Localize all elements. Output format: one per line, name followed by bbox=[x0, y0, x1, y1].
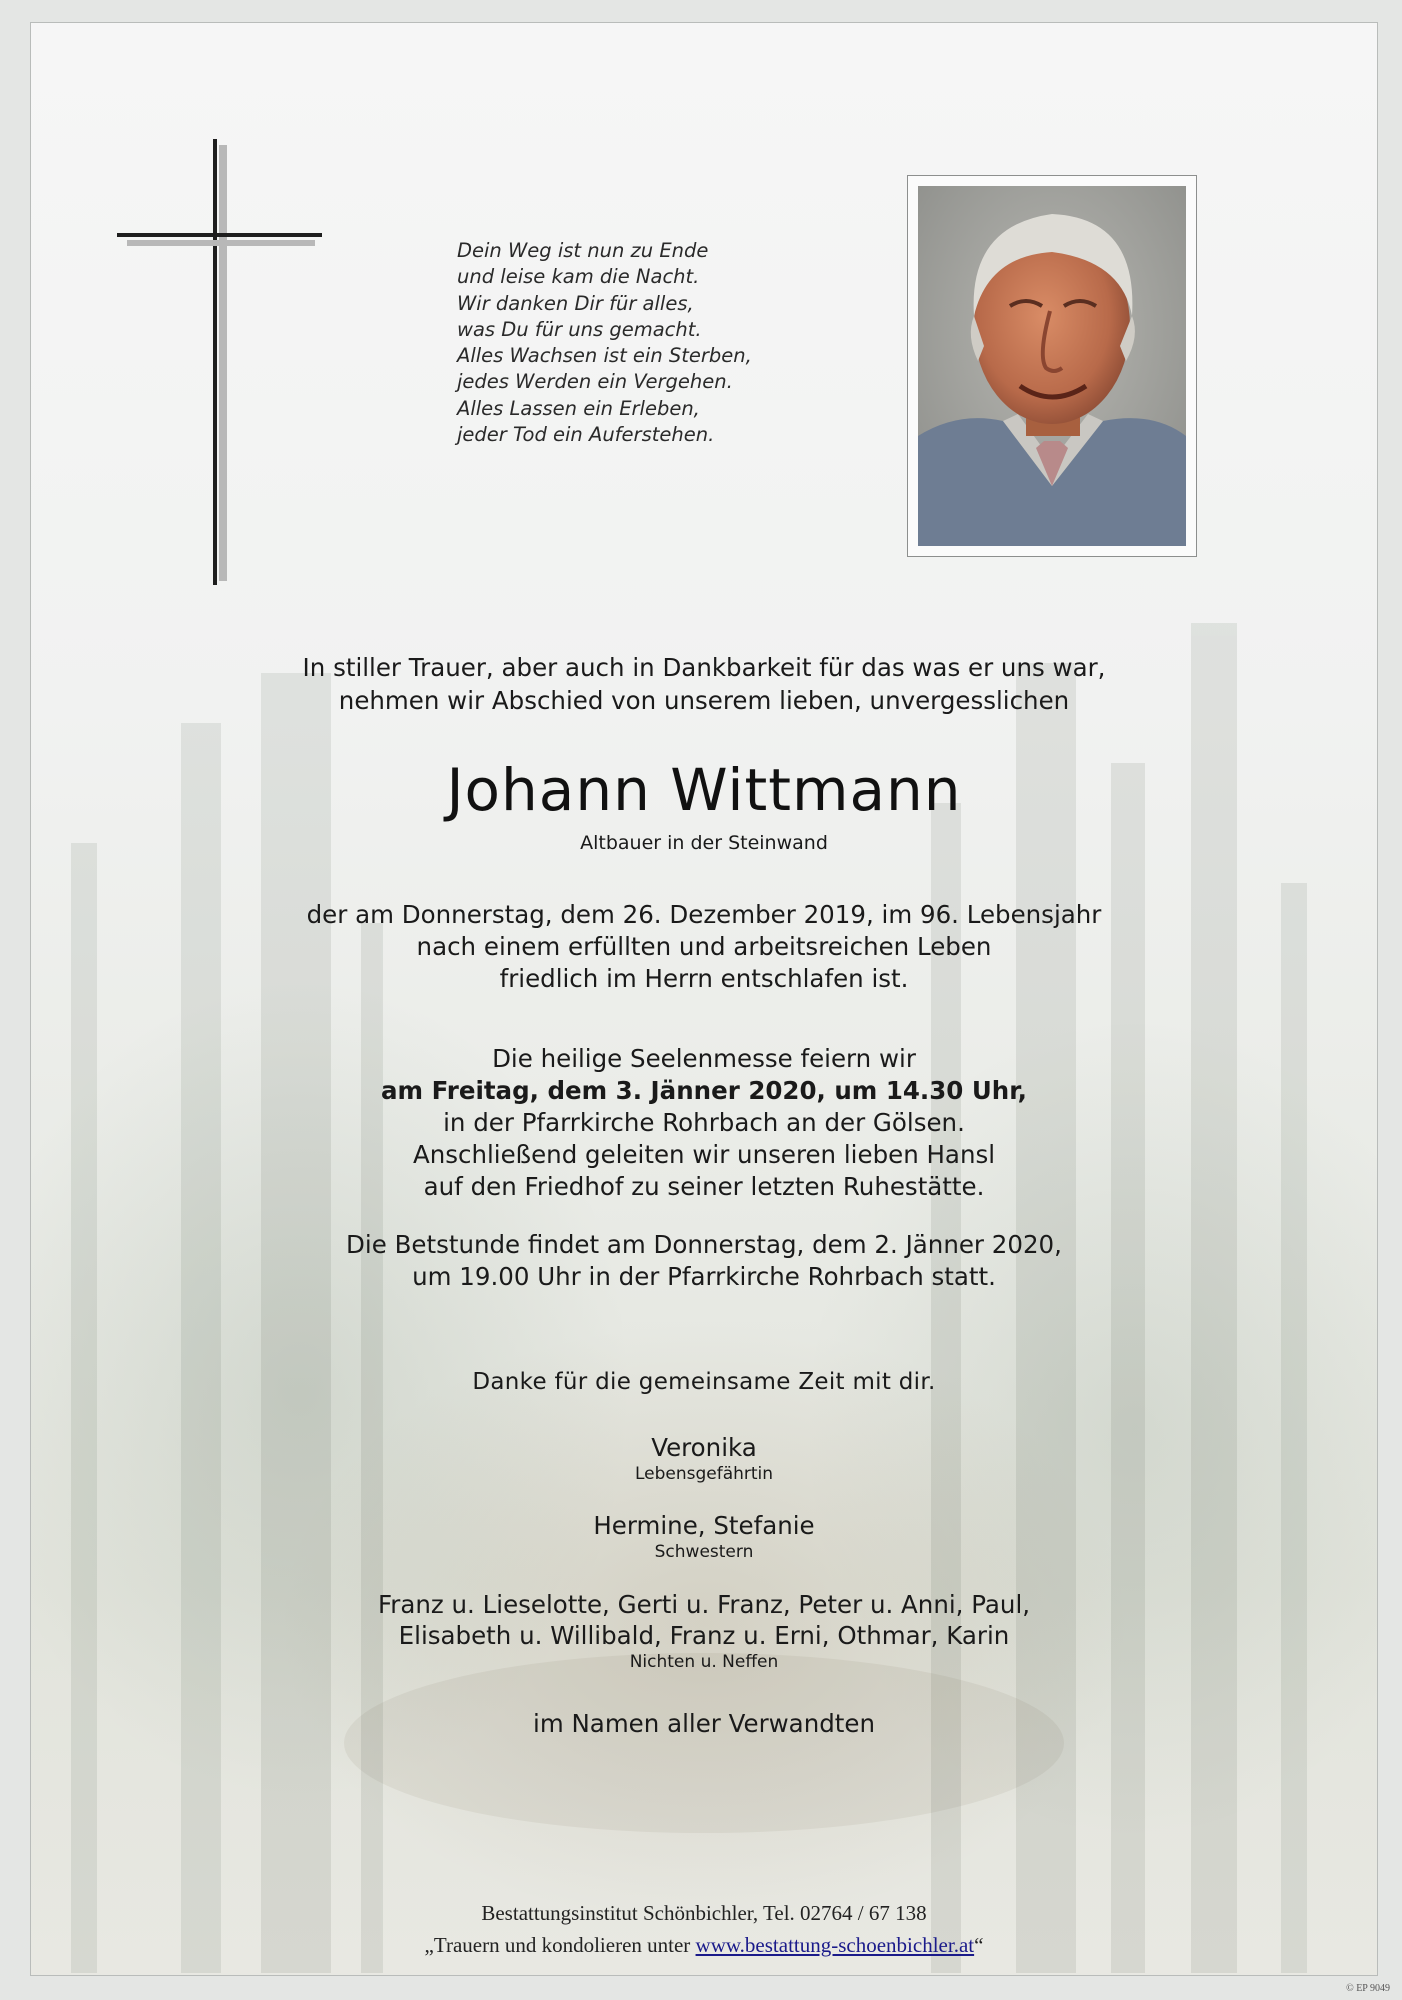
print-code: © EP 9049 bbox=[1346, 1983, 1390, 1994]
mourner-group bbox=[31, 1589, 1377, 1673]
mourner-names: Hermine, Stefanie bbox=[593, 1511, 815, 1540]
poem bbox=[457, 238, 857, 448]
closing-line: im Namen aller Verwandten bbox=[533, 1709, 875, 1738]
poem-line: Alles Lassen ein Erleben, bbox=[457, 396, 700, 420]
mass-date: am Freitag, dem 3. Jänner 2020, um 14.30 Uhr, bbox=[380, 1076, 1027, 1105]
mourner-relation: Nichten u. Neffen bbox=[629, 1652, 779, 1672]
cross-icon bbox=[117, 139, 327, 585]
funeral-home-info: Bestattungsinstitut Schönbichler, Tel. 02764 / 67 138 bbox=[481, 1901, 927, 1925]
portrait-illustration bbox=[918, 186, 1186, 546]
mourner-group bbox=[31, 1511, 1377, 1563]
portrait-photo bbox=[918, 186, 1186, 546]
prayer-line: Die Betstunde findet am Donnerstag, dem 2. Jänner 2020, bbox=[346, 1230, 1062, 1259]
intro-line: In stiller Trauer, aber auch in Dankbarkeit für das was er uns war, bbox=[302, 653, 1106, 682]
mourner-names: Veronika bbox=[651, 1433, 757, 1462]
poem-line: Dein Weg ist nun zu Ende bbox=[457, 239, 709, 262]
condolence-line bbox=[31, 1929, 1377, 1961]
portrait-frame bbox=[907, 175, 1197, 557]
deceased-occupation: Altbauer in der Steinwand bbox=[580, 832, 828, 854]
death-notice bbox=[31, 899, 1377, 995]
mass-line: Die heilige Seelenmesse feiern wir bbox=[492, 1044, 916, 1073]
prayer-hour bbox=[31, 1229, 1377, 1293]
condolence-suffix: “ bbox=[974, 1933, 984, 1957]
footer bbox=[31, 1897, 1377, 1961]
mourner-names: Franz u. Lieselotte, Gerti u. Franz, Peter u. Anni, Paul, bbox=[377, 1590, 1031, 1619]
condolence-link[interactable]: www.bestattung-schoenbichler.at bbox=[695, 1933, 975, 1957]
death-line: friedlich im Herrn entschlafen ist. bbox=[499, 964, 909, 993]
poem-line: was Du für uns gemacht. bbox=[457, 317, 702, 341]
death-line: nach einem erfüllten und arbeitsreichen Leben bbox=[416, 932, 992, 961]
obituary-sheet bbox=[30, 22, 1378, 1976]
intro-line: nehmen wir Abschied von unserem lieben, unvergesslichen bbox=[338, 686, 1070, 715]
funeral-mass bbox=[31, 1043, 1377, 1203]
poem-line: und leise kam die Nacht. bbox=[457, 265, 700, 289]
death-line: der am Donnerstag, dem 26. Dezember 2019, im 96. Lebensjahr bbox=[306, 900, 1102, 929]
mourner-relation: Schwestern bbox=[654, 1542, 754, 1562]
deceased-name: Johann Wittmann bbox=[446, 756, 962, 824]
poem-line: Alles Wachsen ist ein Sterben, bbox=[457, 344, 752, 368]
mourner-relation: Lebensgefährtin bbox=[634, 1464, 774, 1484]
mass-line: auf den Friedhof zu seiner letzten Ruhestätte. bbox=[423, 1172, 985, 1201]
poem-line: Wir danken Dir für alles, bbox=[457, 291, 694, 315]
poem-line: jedes Werden ein Vergehen. bbox=[457, 370, 733, 394]
thanks-note: Danke für die gemeinsame Zeit mit dir. bbox=[472, 1369, 936, 1395]
intro-text bbox=[31, 651, 1377, 717]
mass-line: in der Pfarrkirche Rohrbach an der Gölsen. bbox=[443, 1108, 965, 1137]
poem-line: jeder Tod ein Auferstehen. bbox=[457, 423, 715, 447]
mass-line: Anschließend geleiten wir unseren lieben Hansl bbox=[412, 1140, 996, 1169]
mourner-group bbox=[31, 1433, 1377, 1485]
condolence-prefix: „Trauern und kondolieren unter bbox=[424, 1933, 696, 1957]
prayer-line: um 19.00 Uhr in der Pfarrkirche Rohrbach statt. bbox=[412, 1262, 996, 1291]
mourner-names: Elisabeth u. Willibald, Franz u. Erni, Othmar, Karin bbox=[398, 1621, 1010, 1650]
